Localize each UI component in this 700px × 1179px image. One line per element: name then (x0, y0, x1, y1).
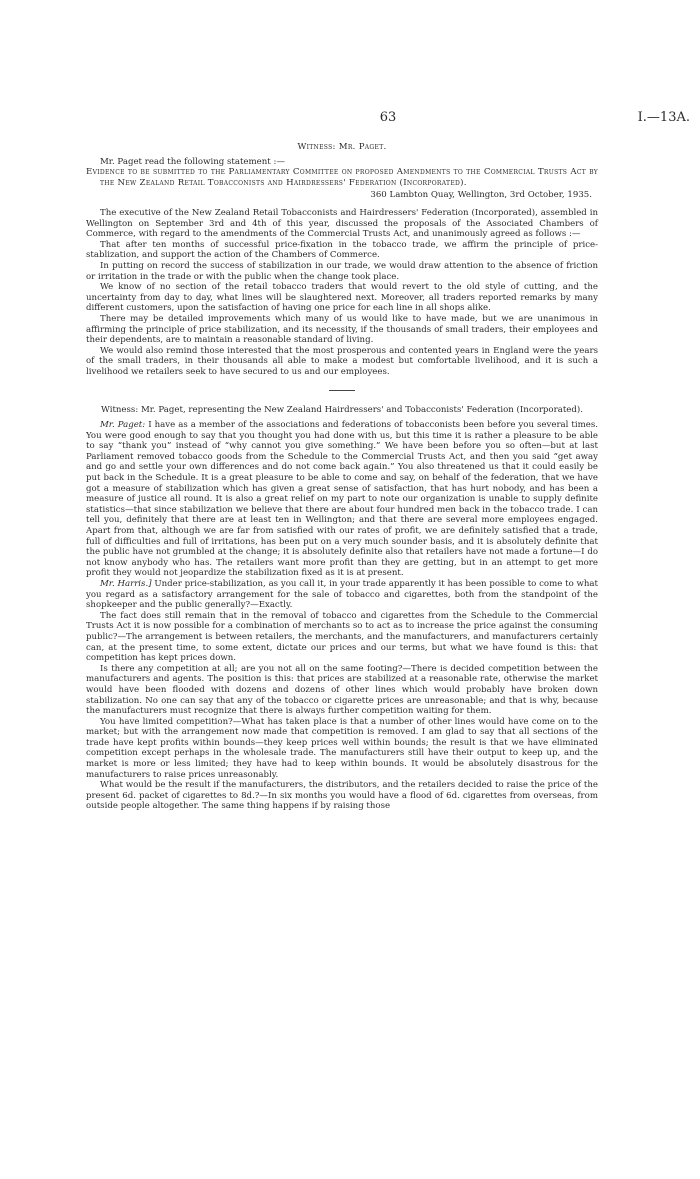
page-number: 63 (379, 110, 397, 125)
statement-paragraph: There may be detailed improvements which many of us would like to have made, but we are unanimous in affirming the principle of price stabilization, and its necessity, if the thousands of small traders, their employees and their dependents, are to maintain a reasonable standard of living. (86, 313, 598, 346)
speaker-label: Mr. Paget: (100, 420, 146, 431)
statement-paragraph: We would also remind those interested that the most prosperous and contented years in England were the years of the small traders, in their thousands all able to make a modest but comfortable livelihood, and it is such a livelihood we retailers seek to have secured to us and our employees. (86, 345, 598, 377)
witness-heading-federation: Witness: Mr. Paget, representing the New Zealand Hairdressers' and Tobacconists' Federation (Incorporated). (101, 405, 583, 416)
testimony-paragraph (86, 420, 598, 579)
witness-heading: Witness: Mr. Paget. (297, 142, 387, 152)
testimony-text: Under price-stabilization, as you call it, in your trade apparently it has been possible to come to what you regard as a satisfactory arrangement for the sale of tobacco and cigarettes, both from the standpoint of the shopkeeper and the public generally?—Exactly. (86, 578, 598, 611)
statement-intro: Mr. Paget read the following statement :— (100, 156, 285, 167)
statement-paragraph: That after ten months of successful price-fixation in the tobacco trade, we affirm the principle of price-stablization, and support the action of the Chambers of Commerce. (86, 239, 598, 261)
evidence-title: Evidence to be submitted to the Parliamentary Committee on proposed Amendments to the Commercial Trusts Act by the New Zealand Retail Tobacconists and Hairdressers' Federation (Incorporated). (86, 167, 598, 188)
statement-paragraph: The executive of the New Zealand Retail Tobacconists and Hairdressers' Federation (Incorporated), assembled in Wellington on September 3rd and 4th of this year, discussed the proposals of the Associated Chambers of Commerce, with regard to the amendments of the Commercial Trusts Act, and unanimously agreed as follows :— (86, 207, 598, 240)
testimony-paragraph: What would be the result if the manufacturers, the distributors, and the retailers decided to raise the price of the present 6d. packet of cigarettes to 8d.?—In six months you would have a flood of 6d. cigarettes from overseas, from outside people altogether. The same thing happens if by raising those (86, 780, 598, 812)
parliamentary-reference: I.—13A. (637, 110, 690, 125)
statement-paragraph: In putting on record the success of stabilization in our trade, we would draw attention to the absence of friction or irritation in the trade or with the public when the change took place. (86, 260, 598, 282)
testimony-text: I have as a member of the associations and federations of tobacconists been before you several times. You were good enough to say that you thought you had done with us, but this time it is rather a pleasure to be able to say “thank you” instead of “why cannot you give something.” We have been before you so often—but at last Parliament removed tobacco goods from the Schedule to the Commercial Trusts Act, and then you said “get away and go and settle your own differences and do not come back again.” You also threatened us that it could easily be put back in the Schedule. It is a great pleasure to be able to come and say, on behalf of the federation, that we have got a measure of stabilization which has given a great sense of satisfaction, that has hurt nobody, and has been a measure of justice all round. It is also a great relief on my part to note our organization is unable to supply definite statistics—that since stabilization we believe that there are about four hundred men back in the tobacco trade. I can tell you, definitely that there are at least ten in Wellington; and that there are several more employees engaged. Apart from that, although we are far from satisfied with our rates of profit, we are definitely satisfied that a trade, full of difficulties and full of irritations, has been put on a very much sounder basis, and it is absolutely definite that the public have not grumbled at the change; it is absolutely definite also that retailers have not made a fortune—I do not know anybody who has. The retailers want more profit than they are getting, but in an attempt to get more profit they would not jeopardize the stabilization fixed as it is at present. (86, 420, 599, 579)
testimony-paragraph: The fact does still remain that in the removal of tobacco and cigarettes from the Schedule to the Commercial Trusts Act it is now possible for a combination of merchants so to act as to increase the price against the consuming public?—The arrangement is between retailers, the merchants, and the manufacturers, and manufacturers certainly can, at the present time, to some extent, dictate our prices and our terms, but what we have found is this: that competition has kept prices down. (86, 610, 598, 664)
letter-address: 360 Lambton Quay, Wellington, 3rd October, 1935. (370, 190, 592, 201)
testimony-paragraph: Is there any competition at all; are you not all on the same footing?—There is decided competition between the manufacturers and agents. The position is this: that prices are stabilized at a reasonable rate, otherwise the market would have been flooded with dozens and dozens of other lines which would probably have broken down stabilization. No one can say that any of the tobacco or cigarette prices are unreasonable; and that is why, because the manufacturers must recognize that there is always further competition waiting for them. (86, 663, 598, 717)
section-divider (329, 390, 355, 391)
page-header (86, 110, 690, 124)
speaker-label: Mr. Harris.] (100, 578, 152, 589)
testimony-paragraph: You have limited competition?—What has taken place is that a number of other lines would have come on to the market; but with the arrangement now made that competition is removed. I am glad to say that all sections of the trade have kept profits within bounds—they keep prices well within bounds; the result is that we have eliminated competition except perhaps in the wholesale trade. The manufacturers still have their output to keep up, and the market is more or less limited; they have had to keep within bounds. It would be absolutely disastrous for the manufacturers to raise prices unreasonably. (86, 716, 598, 780)
testimony-paragraph (86, 579, 598, 611)
statement-paragraph: We know of no section of the retail tobacco traders that would revert to the old style of cutting, and the uncertainty from day to day, what lines will be slaughtered next. Moreover, all traders reported remarks by many different customers, upon the satisfaction of having one price for each line in all shops alike. (86, 282, 598, 314)
page-content (86, 142, 598, 812)
